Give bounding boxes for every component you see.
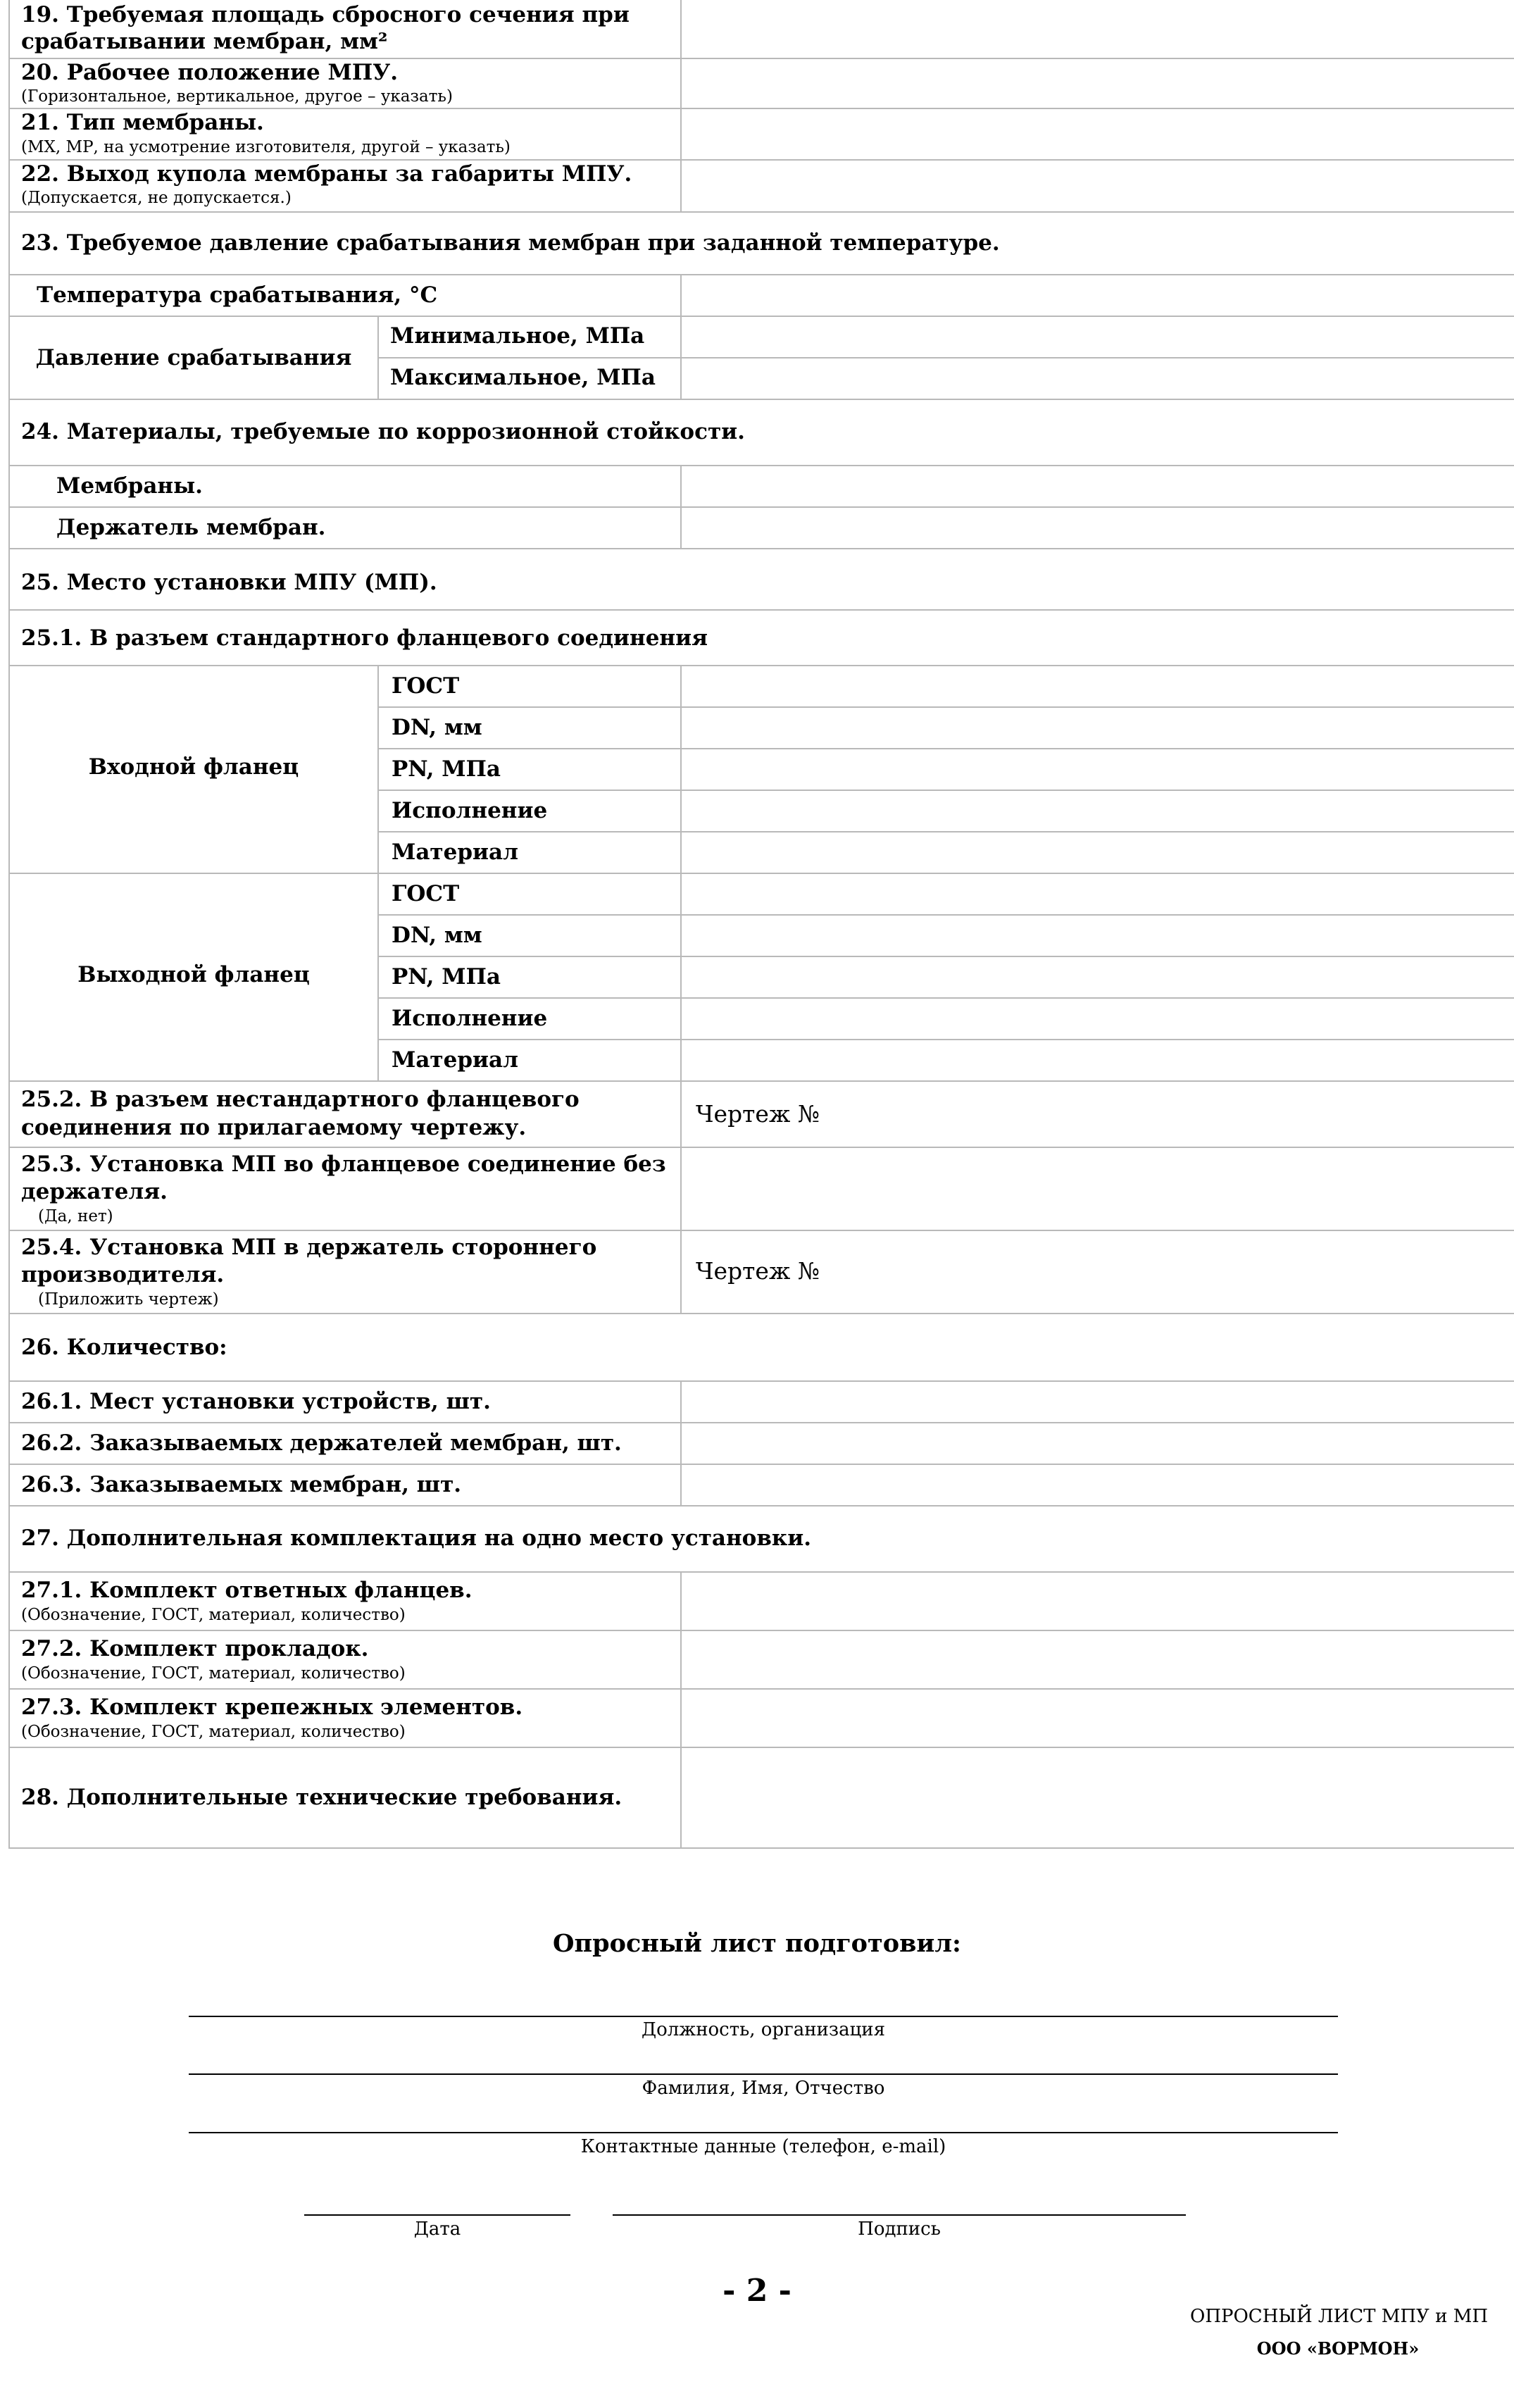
- row-divider: [377, 831, 1514, 832]
- date-caption: Дата: [413, 2219, 461, 2240]
- label-burst-pressure: 23. Требуемое давление срабатывания мембран при заданной температуре.: [21, 230, 1000, 256]
- field-relief-area[interactable]: [682, 0, 1514, 58]
- label-mating-flanges: 27.1. Комплект ответных фланцев.: [21, 1578, 473, 1603]
- hint-gaskets: (Обозначение, ГОСТ, материал, количество): [21, 1664, 406, 1683]
- label-gost: ГОСТ: [392, 673, 460, 699]
- label-nonstandard-flange: 25.2. В разъем нестандартного фланцевого: [21, 1087, 580, 1112]
- row-divider: [10, 1688, 1514, 1690]
- column-divider: [377, 316, 379, 399]
- label-dome-exit: 22. Выход купола мембраны за габариты МПУ.: [21, 161, 632, 187]
- label-relief-area: 19. Требуемая площадь сбросного сечения при: [21, 2, 630, 27]
- label-pn: PN, МПа: [392, 756, 501, 782]
- column-divider: [680, 1380, 682, 1505]
- label-materials: 24. Материалы, требуемые по коррозионной стойкости.: [21, 419, 745, 444]
- row-divider: [10, 1571, 1514, 1573]
- prepared-by-heading: Опросный лист подготовил:: [553, 1929, 961, 1958]
- row-divider: [377, 1039, 1514, 1040]
- label-working-position: 20. Рабочее положение МПУ.: [21, 60, 399, 85]
- hint-mating-flanges: (Обозначение, ГОСТ, материал, количество): [21, 1606, 406, 1624]
- row-divider: [377, 748, 1514, 749]
- page-number: - 2 -: [722, 2273, 792, 2309]
- column-divider: [377, 665, 379, 1080]
- label-relief-area-cont: срабатывании мембран, мм²: [21, 29, 388, 54]
- signature-line[interactable]: [613, 2214, 1186, 2216]
- company-name: ООО «ВОРМОН»: [1256, 2338, 1420, 2359]
- row-divider: [10, 316, 1514, 317]
- label-extra-kit: 27. Дополнительная комплектация на одно место установки.: [21, 1526, 812, 1551]
- label-material: Материал: [392, 840, 518, 865]
- label-fasteners: 27.3. Комплект крепежных элементов.: [21, 1695, 523, 1720]
- row-divider: [377, 956, 1514, 957]
- label-version: Исполнение: [392, 798, 548, 823]
- label-holder: Держатель мембран.: [56, 515, 326, 540]
- label-membranes: Мембраны.: [56, 473, 203, 499]
- label-gaskets: 27.2. Комплект прокладок.: [21, 1636, 369, 1661]
- signature-caption: Подпись: [858, 2219, 941, 2240]
- row-divider: [10, 1747, 1514, 1748]
- label-membranes-count: 26.3. Заказываемых мембран, шт.: [21, 1472, 462, 1497]
- row-divider: [10, 399, 1514, 400]
- drawing-number-field[interactable]: Чертеж №: [696, 1257, 820, 1285]
- label-dn: DN, мм: [392, 715, 482, 740]
- label-inlet-flange: Входной фланец: [88, 754, 299, 780]
- label-version: Исполнение: [392, 1006, 548, 1031]
- row-divider: [10, 1505, 1514, 1506]
- column-divider: [680, 274, 682, 399]
- label-material: Материал: [392, 1047, 518, 1073]
- contacts-caption: Контактные данные (телефон, e-mail): [580, 2136, 946, 2157]
- label-install-places-count: 26.1. Мест установки устройств, шт.: [21, 1389, 491, 1414]
- label-dn: DN, мм: [392, 923, 482, 948]
- label-gost: ГОСТ: [392, 881, 460, 906]
- row-divider: [377, 357, 1514, 358]
- drawing-number-field[interactable]: Чертеж №: [696, 1100, 820, 1128]
- label-third-party-holder-cont: производителя.: [21, 1262, 225, 1287]
- row-divider: [10, 1080, 1514, 1082]
- position-line[interactable]: [189, 2016, 1338, 2017]
- row-divider: [377, 706, 1514, 708]
- row-divider: [10, 1147, 1514, 1148]
- name-line[interactable]: [189, 2073, 1338, 2075]
- row-divider: [10, 1422, 1514, 1423]
- row-divider: [10, 1630, 1514, 1631]
- hint-working-position: (Горизонтальное, вертикальное, другое – указать): [21, 87, 453, 106]
- label-pressure: Давление срабатывания: [35, 345, 352, 370]
- position-caption: Должность, организация: [641, 2019, 886, 2040]
- hint-no-holder: (Да, нет): [38, 1207, 113, 1225]
- label-membrane-type: 21. Тип мембраны.: [21, 110, 264, 135]
- row-divider: [10, 1230, 1514, 1231]
- label-pressure-max: Максимальное, МПа: [390, 365, 656, 390]
- label-standard-flange: 25.1. В разъем стандартного фланцевого соединения: [21, 625, 708, 651]
- column-divider: [680, 1571, 682, 1847]
- label-burst-temperature: Температура срабатывания, °C: [37, 282, 438, 308]
- row-divider: [377, 914, 1514, 916]
- label-quantity: 26. Количество:: [21, 1335, 227, 1360]
- contacts-line[interactable]: [189, 2132, 1338, 2133]
- column-divider: [680, 665, 682, 1313]
- label-nonstandard-flange-cont: соединения по прилагаемому чертежу.: [21, 1115, 527, 1140]
- column-divider: [680, 465, 682, 548]
- name-caption: Фамилия, Имя, Отчество: [642, 2078, 885, 2099]
- row-divider: [10, 465, 1514, 466]
- row-divider: [377, 997, 1514, 999]
- row-divider: [10, 665, 1514, 666]
- row-divider: [10, 873, 1514, 874]
- label-install-place: 25. Место установки МПУ (МП).: [21, 570, 437, 595]
- row-divider: [10, 211, 1514, 213]
- label-no-holder-cont: держателя.: [21, 1179, 168, 1204]
- row-divider: [10, 1313, 1514, 1314]
- row-divider: [377, 790, 1514, 791]
- hint-membrane-type: (МХ, МР, на усмотрение изготовителя, другой – указать): [21, 138, 511, 156]
- label-extra-requirements: 28. Дополнительные технические требования.: [21, 1785, 623, 1810]
- label-pressure-min: Минимальное, МПа: [390, 323, 645, 349]
- label-outlet-flange: Выходной фланец: [77, 962, 310, 987]
- row-divider: [10, 1847, 1514, 1849]
- label-holders-count: 26.2. Заказываемых держателей мембран, шт.: [21, 1430, 622, 1456]
- date-line[interactable]: [304, 2214, 570, 2216]
- row-divider: [10, 609, 1514, 611]
- label-third-party-holder: 25.4. Установка МП в держатель стороннего: [21, 1235, 597, 1260]
- document-title: ОПРОСНЫЙ ЛИСТ МПУ и МП: [1190, 2306, 1488, 2327]
- questionnaire-table: [8, 0, 1514, 1849]
- hint-fasteners: (Обозначение, ГОСТ, материал, количество): [21, 1723, 406, 1741]
- row-divider: [10, 1464, 1514, 1465]
- row-divider: [10, 1380, 1514, 1382]
- row-divider: [10, 506, 1514, 508]
- hint-third-party-holder: (Приложить чертеж): [38, 1290, 219, 1309]
- row-divider: [10, 548, 1514, 549]
- label-no-holder: 25.3. Установка МП во фланцевое соединение без: [21, 1152, 666, 1177]
- label-pn: PN, МПа: [392, 964, 501, 990]
- hint-dome-exit: (Допускается, не допускается.): [21, 189, 292, 207]
- row-divider: [10, 274, 1514, 275]
